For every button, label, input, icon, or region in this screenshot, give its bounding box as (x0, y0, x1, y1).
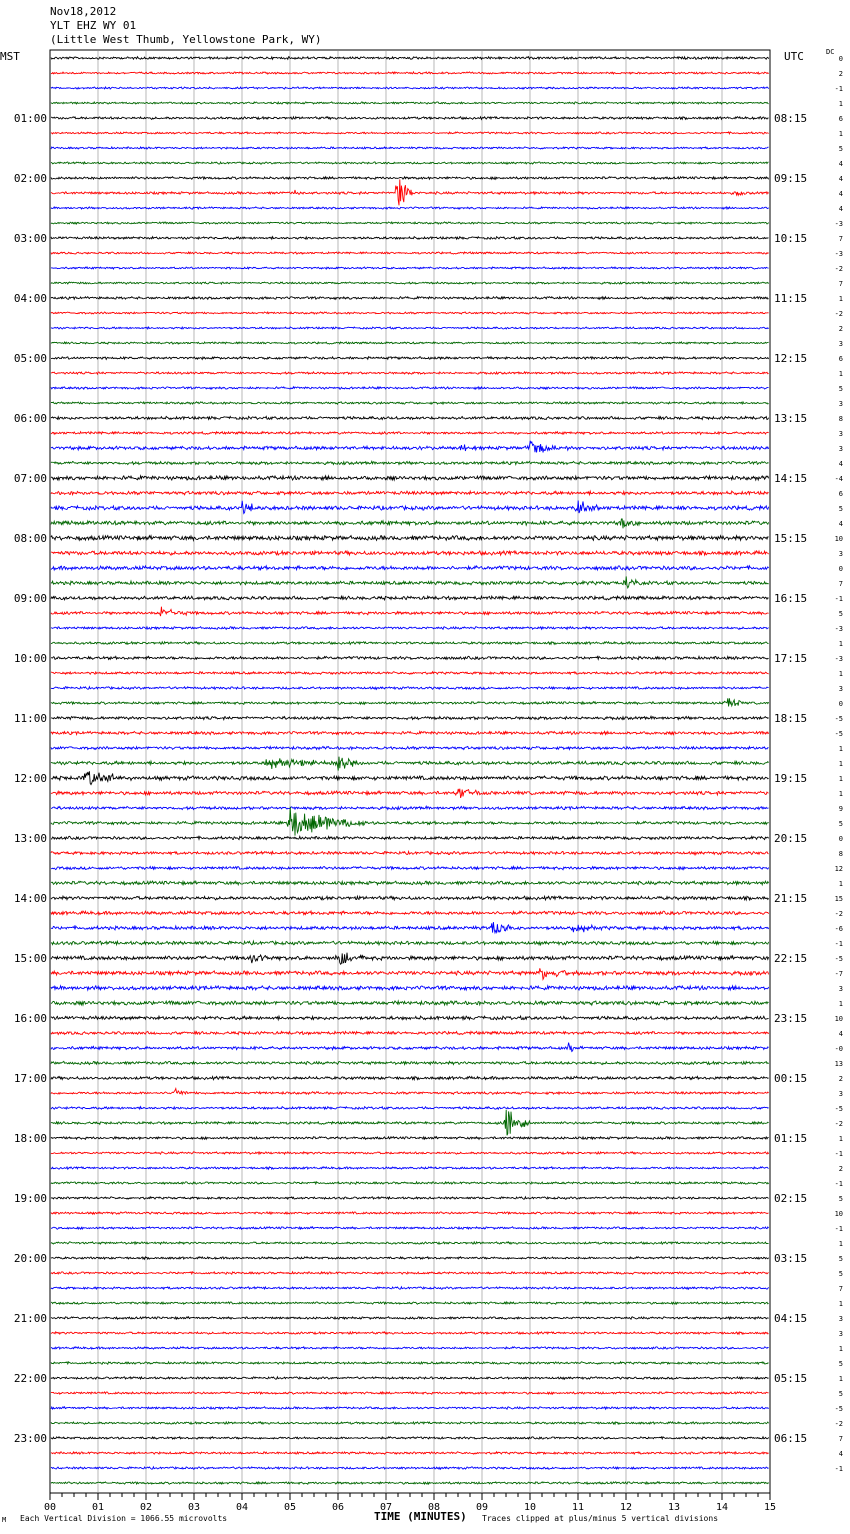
mst-hour-label: 13:00 (13, 832, 47, 845)
dc-offset-label: 1 (838, 1000, 843, 1008)
seismic-trace (51, 387, 769, 389)
mst-hour-label: 07:00 (13, 472, 47, 485)
x-tick-label: 00 (43, 1502, 57, 1513)
dc-offset-label: 0 (838, 55, 843, 63)
seismic-trace (51, 551, 769, 555)
dc-offset-label: 1 (838, 790, 843, 798)
seismic-trace (51, 576, 769, 588)
seismic-trace (51, 327, 769, 329)
seismic-trace (51, 986, 769, 990)
label-layer (14, 55, 843, 1513)
mst-hour-label: 17:00 (13, 1072, 47, 1085)
dc-offset-label: 1 (838, 295, 843, 303)
x-tick-label: 09 (475, 1502, 489, 1513)
seismic-trace (51, 1482, 769, 1484)
dc-offset-label: 3 (838, 400, 843, 408)
dc-offset-label: 5 (838, 1270, 843, 1278)
dc-offset-label: 2 (838, 325, 843, 333)
seismic-trace (51, 1407, 769, 1409)
mst-hour-label: 20:00 (13, 1252, 47, 1265)
dc-offset-label: 2 (838, 70, 843, 78)
x-tick-label: 15 (763, 1502, 777, 1513)
seismic-trace (51, 1152, 769, 1154)
seismic-trace (51, 731, 769, 734)
seismic-trace (51, 757, 769, 771)
dc-offset-label: 3 (838, 550, 843, 558)
dc-offset-label: 2 (838, 1075, 843, 1083)
seismic-trace (51, 1377, 769, 1379)
footer-mark: M (2, 1516, 7, 1524)
mst-hour-label: 11:00 (13, 712, 47, 725)
mst-hour-label: 03:00 (13, 232, 47, 245)
seismic-trace (51, 1317, 769, 1319)
seismic-trace (51, 698, 769, 706)
dc-offset-label: -5 (834, 1105, 843, 1113)
seismic-trace (51, 179, 769, 205)
dc-offset-label: 1 (838, 1345, 843, 1353)
station-location: (Little West Thumb, Yellowstone Park, WY) (50, 33, 322, 46)
seismic-trace (51, 1242, 769, 1244)
dc-offset-header: DC (826, 48, 835, 56)
dc-offset-label: -2 (834, 265, 843, 273)
dc-offset-label: 5 (838, 1255, 843, 1263)
utc-hour-label: 22:15 (774, 952, 808, 965)
seismic-trace (51, 896, 769, 900)
mst-hour-label: 10:00 (13, 652, 47, 665)
dc-offset-label: 6 (838, 115, 843, 123)
seismic-trace (51, 1137, 769, 1140)
mst-hour-label: 06:00 (13, 412, 47, 425)
dc-offset-label: 1 (838, 745, 843, 753)
dc-offset-label: 8 (838, 415, 843, 423)
dc-offset-label: -1 (834, 85, 843, 93)
mst-hour-label: 19:00 (13, 1192, 47, 1205)
seismic-trace (51, 1347, 769, 1349)
dc-offset-label: 12 (834, 865, 843, 873)
dc-offset-label: 1 (838, 370, 843, 378)
x-tick-label: 03 (187, 1502, 201, 1513)
utc-hour-label: 18:15 (774, 712, 808, 725)
seismic-trace (51, 207, 769, 209)
seismic-trace (51, 87, 769, 89)
utc-hour-label: 05:15 (774, 1372, 808, 1385)
dc-offset-label: 3 (838, 985, 843, 993)
dc-offset-label: -5 (834, 715, 843, 723)
dc-offset-label: 1 (838, 1240, 843, 1248)
utc-hour-label: 21:15 (774, 892, 808, 905)
dc-offset-label: -1 (834, 1465, 843, 1473)
seismic-trace (51, 687, 769, 690)
seismic-trace (51, 1107, 769, 1110)
seismic-trace (51, 501, 769, 514)
dc-offset-label: 5 (838, 610, 843, 618)
mst-hour-label: 21:00 (13, 1312, 47, 1325)
seismic-trace (51, 566, 769, 570)
seismic-trace (51, 491, 769, 495)
seismic-trace (51, 1089, 769, 1095)
seismic-trace (51, 282, 769, 284)
seismic-trace (51, 252, 769, 254)
seismic-trace (51, 607, 769, 616)
utc-hour-label: 17:15 (774, 652, 808, 665)
dc-offset-label: 5 (838, 820, 843, 828)
seismic-trace (51, 771, 769, 784)
seismic-trace (51, 1302, 769, 1304)
clip-note: Traces clipped at plus/minus 5 vertical divisions (482, 1514, 719, 1523)
seismic-trace (51, 836, 769, 839)
x-tick-label: 13 (667, 1502, 681, 1513)
seismic-trace (51, 72, 769, 74)
utc-hour-label: 08:15 (774, 112, 808, 125)
dc-offset-label: 5 (838, 1360, 843, 1368)
seismic-trace (51, 117, 769, 120)
dc-offset-label: -2 (834, 1420, 843, 1428)
utc-hour-label: 03:15 (774, 1252, 808, 1265)
scale-note: Each Vertical Division = 1066.55 microvolts (20, 1514, 228, 1523)
utc-hour-label: 23:15 (774, 1012, 808, 1025)
mst-hour-label: 02:00 (13, 172, 47, 185)
seismic-trace (51, 1332, 769, 1334)
dc-offset-label: 10 (834, 1015, 843, 1023)
dc-offset-label: 5 (838, 505, 843, 513)
seismic-trace (51, 922, 769, 933)
seismic-trace (51, 807, 769, 836)
dc-offset-label: 4 (838, 520, 843, 528)
dc-offset-label: 15 (834, 895, 843, 903)
mst-hour-label: 18:00 (13, 1132, 47, 1145)
seismic-trace (51, 1031, 769, 1034)
dc-offset-label: 0 (838, 835, 843, 843)
dc-offset-label: 10 (834, 535, 843, 543)
dc-offset-label: 5 (838, 1195, 843, 1203)
dc-offset-label: 4 (838, 205, 843, 213)
dc-offset-label: 0 (838, 565, 843, 573)
seismic-trace (51, 297, 769, 300)
seismic-trace (51, 147, 769, 149)
seismic-trace (51, 596, 769, 600)
dc-offset-label: 2 (838, 1165, 843, 1173)
dc-offset-label: 7 (838, 235, 843, 243)
dc-offset-label: 1 (838, 1300, 843, 1308)
utc-hour-label: 13:15 (774, 412, 808, 425)
seismic-trace (51, 1076, 769, 1079)
seismic-trace (51, 642, 769, 645)
seismic-trace (51, 1197, 769, 1199)
seismic-trace (51, 57, 769, 60)
seismic-trace (51, 177, 769, 180)
mst-hour-label: 05:00 (13, 352, 47, 365)
seismic-trace (51, 1001, 769, 1005)
seismic-trace (51, 476, 769, 480)
dc-offset-label: 1 (838, 760, 843, 768)
trace-layer (51, 57, 769, 1485)
dc-offset-label: -7 (834, 970, 843, 978)
seismic-trace (51, 911, 769, 915)
dc-offset-label: -6 (834, 925, 843, 933)
dc-offset-label: 1 (838, 880, 843, 888)
mst-hour-label: 16:00 (13, 1012, 47, 1025)
seismic-trace (51, 1043, 769, 1052)
seismic-trace (51, 656, 769, 659)
dc-offset-label: -5 (834, 730, 843, 738)
seismic-trace (51, 1167, 769, 1169)
seismic-trace (51, 536, 769, 541)
utc-hour-label: 02:15 (774, 1192, 808, 1205)
dc-offset-label: 6 (838, 490, 843, 498)
dc-offset-label: -5 (834, 955, 843, 963)
seismic-trace (51, 402, 769, 404)
x-tick-label: 14 (715, 1502, 729, 1513)
seismic-trace (51, 461, 769, 464)
seismic-trace (51, 102, 769, 104)
x-tick-label: 12 (619, 1502, 633, 1513)
left-timezone-label: MST (0, 50, 20, 63)
seismic-trace (51, 416, 769, 419)
utc-hour-label: 01:15 (774, 1132, 808, 1145)
mst-hour-label: 12:00 (13, 772, 47, 785)
x-tick-label: 04 (235, 1502, 249, 1513)
seismic-trace (51, 132, 769, 134)
mst-hour-label: 08:00 (13, 532, 47, 545)
utc-hour-label: 10:15 (774, 232, 808, 245)
seismic-trace (51, 716, 769, 719)
x-tick-label: 11 (571, 1502, 585, 1513)
seismic-trace (51, 342, 769, 344)
utc-hour-label: 15:15 (774, 532, 808, 545)
dc-offset-label: 10 (834, 1210, 843, 1218)
x-tick-label: 01 (91, 1502, 105, 1513)
seismic-trace (51, 1362, 769, 1364)
seismic-trace (51, 519, 769, 528)
seismic-trace (51, 746, 769, 749)
dc-offset-label: -3 (834, 625, 843, 633)
dc-offset-label: 7 (838, 280, 843, 288)
seismic-trace (51, 312, 769, 314)
dc-offset-label: 3 (838, 1330, 843, 1338)
seismic-trace (51, 672, 769, 675)
dc-offset-label: -3 (834, 250, 843, 258)
dc-offset-label: 1 (838, 670, 843, 678)
dc-offset-label: 3 (838, 1315, 843, 1323)
dc-offset-label: -1 (834, 1150, 843, 1158)
utc-hour-label: 11:15 (774, 292, 808, 305)
dc-offset-label: 1 (838, 1375, 843, 1383)
x-tick-label: 10 (523, 1502, 537, 1513)
dc-offset-label: 1 (838, 640, 843, 648)
dc-offset-label: 7 (838, 1285, 843, 1293)
plot-date: Nov18,2012 (50, 5, 117, 18)
plot-frame (50, 50, 770, 1493)
utc-hour-label: 20:15 (774, 832, 808, 845)
utc-hour-label: 00:15 (774, 1072, 808, 1085)
dc-offset-label: 5 (838, 145, 843, 153)
seismic-trace (51, 851, 769, 854)
seismic-trace (51, 1437, 769, 1439)
mst-hour-label: 22:00 (13, 1372, 47, 1385)
dc-offset-label: 4 (838, 460, 843, 468)
dc-offset-label: 5 (838, 385, 843, 393)
dc-offset-label: 4 (838, 160, 843, 168)
dc-offset-label: 8 (838, 850, 843, 858)
mst-hour-label: 04:00 (13, 292, 47, 305)
dc-offset-label: 5 (838, 1390, 843, 1398)
seismic-trace (51, 357, 769, 360)
dc-offset-label: 4 (838, 1450, 843, 1458)
station-id: YLT EHZ WY 01 (50, 19, 137, 32)
dc-offset-label: -1 (834, 1180, 843, 1188)
right-timezone-label: UTC (784, 50, 804, 63)
seismic-trace (51, 1061, 769, 1064)
mst-hour-label: 15:00 (13, 952, 47, 965)
utc-hour-label: 04:15 (774, 1312, 808, 1325)
seismic-trace (51, 881, 769, 885)
seismic-trace (51, 627, 769, 630)
dc-offset-label: 3 (838, 430, 843, 438)
dc-offset-label: -2 (834, 1120, 843, 1128)
dc-offset-label: 9 (838, 805, 843, 813)
seismic-trace (51, 968, 769, 979)
mst-hour-label: 09:00 (13, 592, 47, 605)
dc-offset-label: 3 (838, 1090, 843, 1098)
utc-hour-label: 12:15 (774, 352, 808, 365)
mst-hour-label: 01:00 (13, 112, 47, 125)
dc-offset-label: 4 (838, 1030, 843, 1038)
seismic-trace (51, 1110, 769, 1136)
dc-offset-label: 7 (838, 580, 843, 588)
seismic-trace (51, 941, 769, 945)
seismic-trace (51, 162, 769, 164)
dc-offset-label: 3 (838, 685, 843, 693)
dc-offset-label: -1 (834, 940, 843, 948)
seismic-trace (51, 1452, 769, 1454)
dc-offset-label: 1 (838, 130, 843, 138)
seismic-trace (51, 1227, 769, 1229)
seismic-trace (51, 1182, 769, 1184)
seismic-trace (51, 789, 769, 798)
x-tick-label: 02 (139, 1502, 153, 1513)
utc-hour-label: 06:15 (774, 1432, 808, 1445)
seismic-trace (51, 1272, 769, 1274)
dc-offset-label: 4 (838, 190, 843, 198)
seismic-trace (51, 1016, 769, 1020)
seismic-trace (51, 953, 769, 965)
dc-offset-label: -5 (834, 1405, 843, 1413)
dc-offset-label: -2 (834, 910, 843, 918)
dc-offset-label: 3 (838, 340, 843, 348)
mst-hour-label: 23:00 (13, 1432, 47, 1445)
dc-offset-label: 13 (834, 1060, 843, 1068)
dc-offset-label: -3 (834, 220, 843, 228)
dc-offset-label: 0 (838, 700, 843, 708)
dc-offset-label: 1 (838, 100, 843, 108)
seismic-trace (51, 1422, 769, 1424)
x-tick-label: 06 (331, 1502, 345, 1513)
x-tick-label: 08 (427, 1502, 441, 1513)
seismic-trace (51, 222, 769, 224)
utc-hour-label: 14:15 (774, 472, 808, 485)
dc-offset-label: -2 (834, 310, 843, 318)
dc-offset-label: -0 (834, 1045, 843, 1053)
seismic-trace (51, 372, 769, 374)
dc-offset-label: 1 (838, 1135, 843, 1143)
dc-offset-label: 1 (838, 775, 843, 783)
dc-offset-label: -1 (834, 595, 843, 603)
seismic-trace (51, 267, 769, 269)
dc-offset-label: 4 (838, 175, 843, 183)
utc-hour-label: 19:15 (774, 772, 808, 785)
utc-hour-label: 16:15 (774, 592, 808, 605)
dc-offset-label: -1 (834, 1225, 843, 1233)
seismic-trace (51, 1287, 769, 1289)
seismic-trace (51, 1212, 769, 1214)
dc-offset-label: -4 (834, 475, 843, 483)
dc-offset-label: 6 (838, 355, 843, 363)
x-tick-label: 05 (283, 1502, 297, 1513)
seismic-trace (51, 1392, 769, 1394)
utc-hour-label: 09:15 (774, 172, 808, 185)
seismic-trace (51, 441, 769, 453)
x-tick-label: 07 (379, 1502, 393, 1513)
dc-offset-label: -3 (834, 655, 843, 663)
seismic-trace (51, 237, 769, 240)
seismic-trace (51, 432, 769, 435)
seismic-trace (51, 867, 769, 870)
dc-offset-label: 7 (838, 1435, 843, 1443)
dc-offset-label: 3 (838, 445, 843, 453)
seismic-trace (51, 1257, 769, 1259)
seismic-trace (51, 1467, 769, 1469)
mst-hour-label: 14:00 (13, 892, 47, 905)
seismic-trace (51, 806, 769, 809)
x-axis-title: TIME (MINUTES) (374, 1510, 467, 1523)
